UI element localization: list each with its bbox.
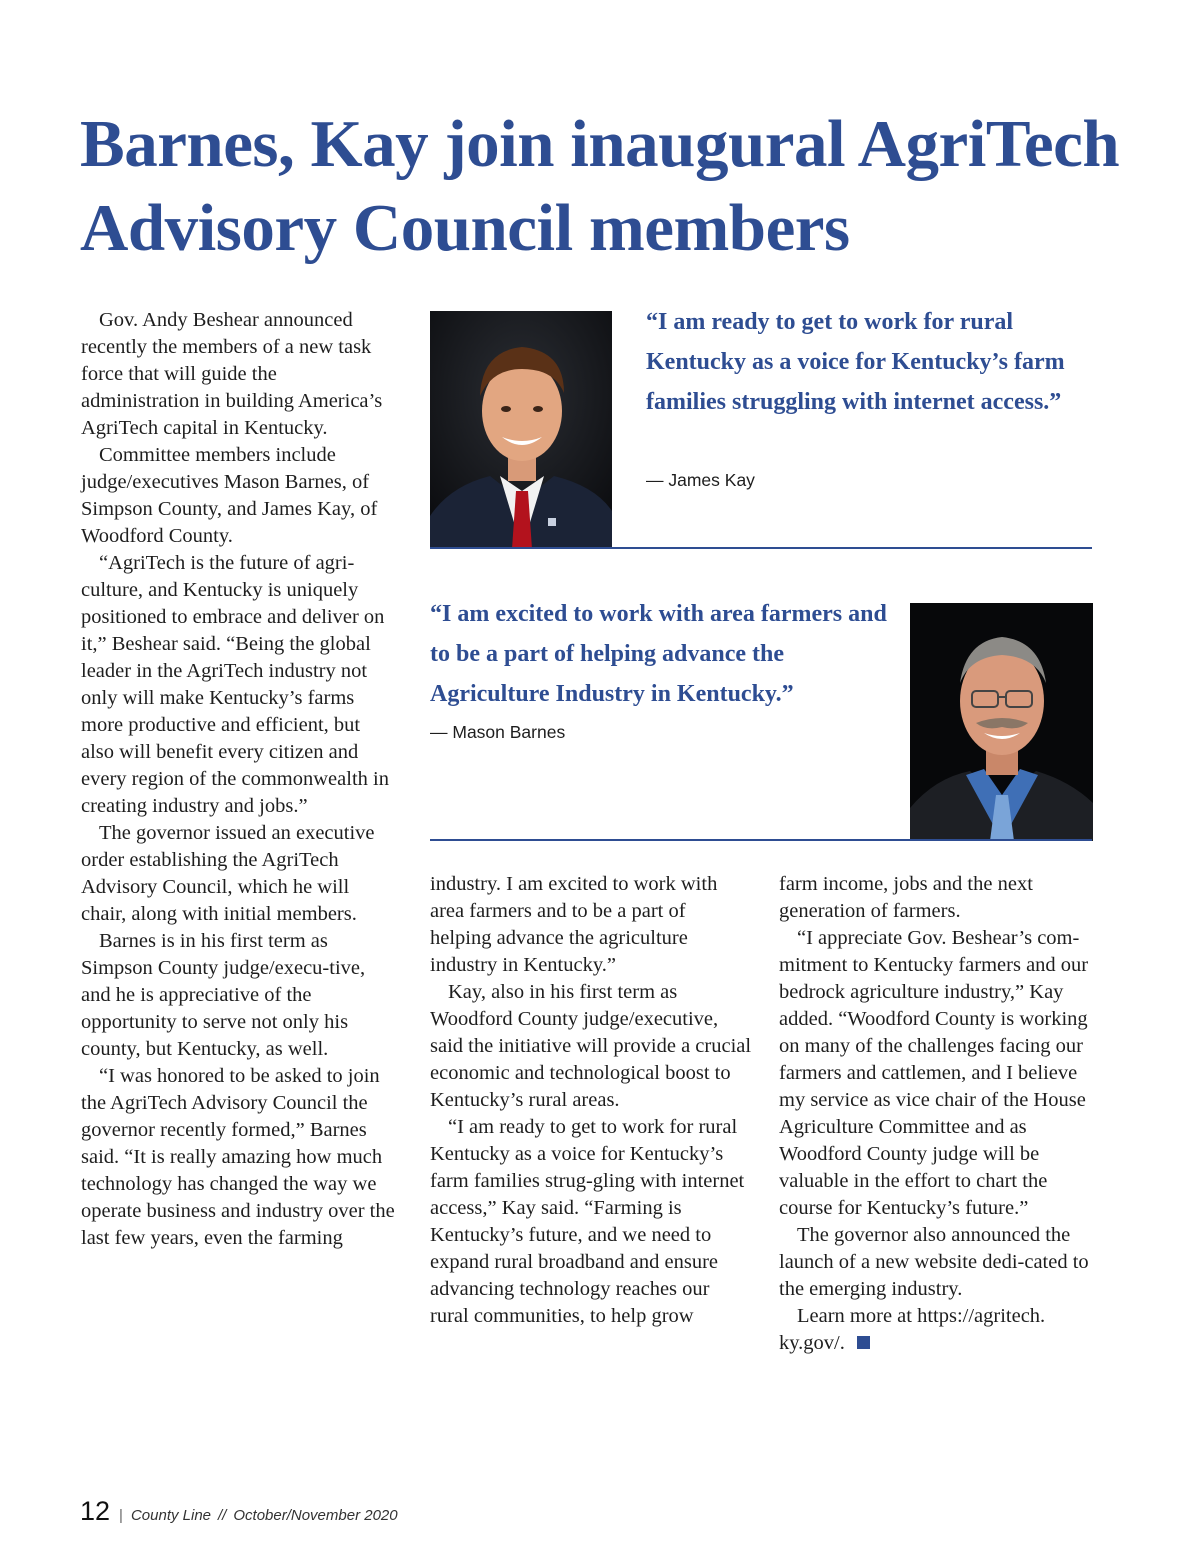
- paragraph: Gov. Andy Beshear announced recently the members of a new task force that will guide the administration in building America’s AgriTech capital in Kentucky.: [81, 309, 383, 439]
- paragraph: The governor also announced the launch of a new website dedi-cated to the emerging industry.: [779, 1224, 1089, 1300]
- footer-slashes: //: [218, 1507, 227, 1524]
- james-kay-portrait-image: [430, 311, 612, 549]
- issue-date: October/November 2020: [233, 1507, 398, 1524]
- paragraph: “AgriTech is the future of agri-culture, and Kentucky is uniquely positioned to embrace and deliver on it,” Beshear said. “Being the global leader in the AgriTech industry not only will make Kentucky’s farms more productive and efficient, but also will benefit every citizen and every region of the commonwealth in creating industry and jobs.”: [81, 552, 389, 817]
- page-footer: [80, 1496, 398, 1527]
- paragraph: Kay, also in his first term as Woodford County judge/executive, said the initiative will provide a crucial economic and technological boost to Kentucky’s rural areas.: [430, 981, 752, 1111]
- paragraph: “I appreciate Gov. Beshear’s com-mitment to Kentucky farmers and our bedrock agriculture industry,” Kay added. “Woodford County is working on many of the challenges facing our farmers and cattlemen, and I believe my service as vice chair of the House Agriculture Committee and as Woodford County judge will be valuable in the effort to chart the course for Kentucky’s future.”: [779, 927, 1089, 1219]
- paragraph: “I am ready to get to work for rural Kentucky as a voice for Kentucky’s farm families strug-gling with internet access,” Kay said. “Farming is Kentucky’s future, and we need to expand rural broadband and ensure advancing technology reaches our rural communities, to help grow: [430, 1116, 745, 1327]
- page-number: 12: [80, 1496, 111, 1526]
- paragraph: industry. I am excited to work with area farmers and to be a part of helping advance the agriculture industry in Kentucky.”: [430, 873, 718, 976]
- paragraph: Committee members include judge/executives Mason Barnes, of Simpson County, and James Kay, of Woodford County.: [81, 444, 378, 547]
- publication-name: County Line: [130, 1507, 212, 1524]
- headline-line-2: Advisory Council members: [80, 191, 850, 265]
- body-column-3: [779, 871, 1099, 1357]
- body-column-1: [81, 307, 397, 1252]
- website-reference: Learn more at https://agritech. ky.gov/.: [779, 1305, 1046, 1354]
- pull-quote-kay-attribution: — James Kay: [646, 470, 755, 490]
- divider-rule: [430, 839, 1092, 841]
- james-kay-photo: [430, 311, 612, 549]
- paragraph: “I was honored to be asked to join the AgriTech Advisory Council the governor recently formed,” Barnes said. “It is really amazing how much technology has changed the way we operate business and industry over the last few years, even the farming: [81, 1065, 395, 1249]
- footer-separator: |: [119, 1507, 123, 1524]
- mason-barnes-photo: [910, 603, 1093, 841]
- paragraph: The governor issued an executive order establishing the AgriTech Advisory Council, which he will chair, along with initial members.: [81, 822, 375, 925]
- paragraph: farm income, jobs and the next generation of farmers.: [779, 873, 1033, 922]
- paragraph: [779, 1303, 1099, 1357]
- headline-line-1: Barnes, Kay join inaugural AgriTech: [80, 107, 1120, 181]
- end-mark-icon: [857, 1336, 870, 1349]
- headline: [80, 102, 1140, 270]
- mason-barnes-portrait-image: [910, 603, 1093, 841]
- paragraph: Barnes is in his first term as Simpson County judge/execu-tive, and he is appreciative of the opportunity to serve not only his county, but Kentucky, as well.: [81, 930, 366, 1060]
- pull-quote-kay: “I am ready to get to work for rural Kentucky as a voice for Kentucky’s farm families struggling with internet access.”: [646, 309, 1065, 415]
- pull-quote-barnes-attribution: — Mason Barnes: [430, 722, 566, 742]
- divider-rule: [430, 547, 1092, 549]
- body-column-2: [430, 871, 752, 1330]
- pull-quote-barnes: “I am excited to work with area farmers and to be a part of helping advance the Agriculture Industry in Kentucky.”: [430, 601, 887, 707]
